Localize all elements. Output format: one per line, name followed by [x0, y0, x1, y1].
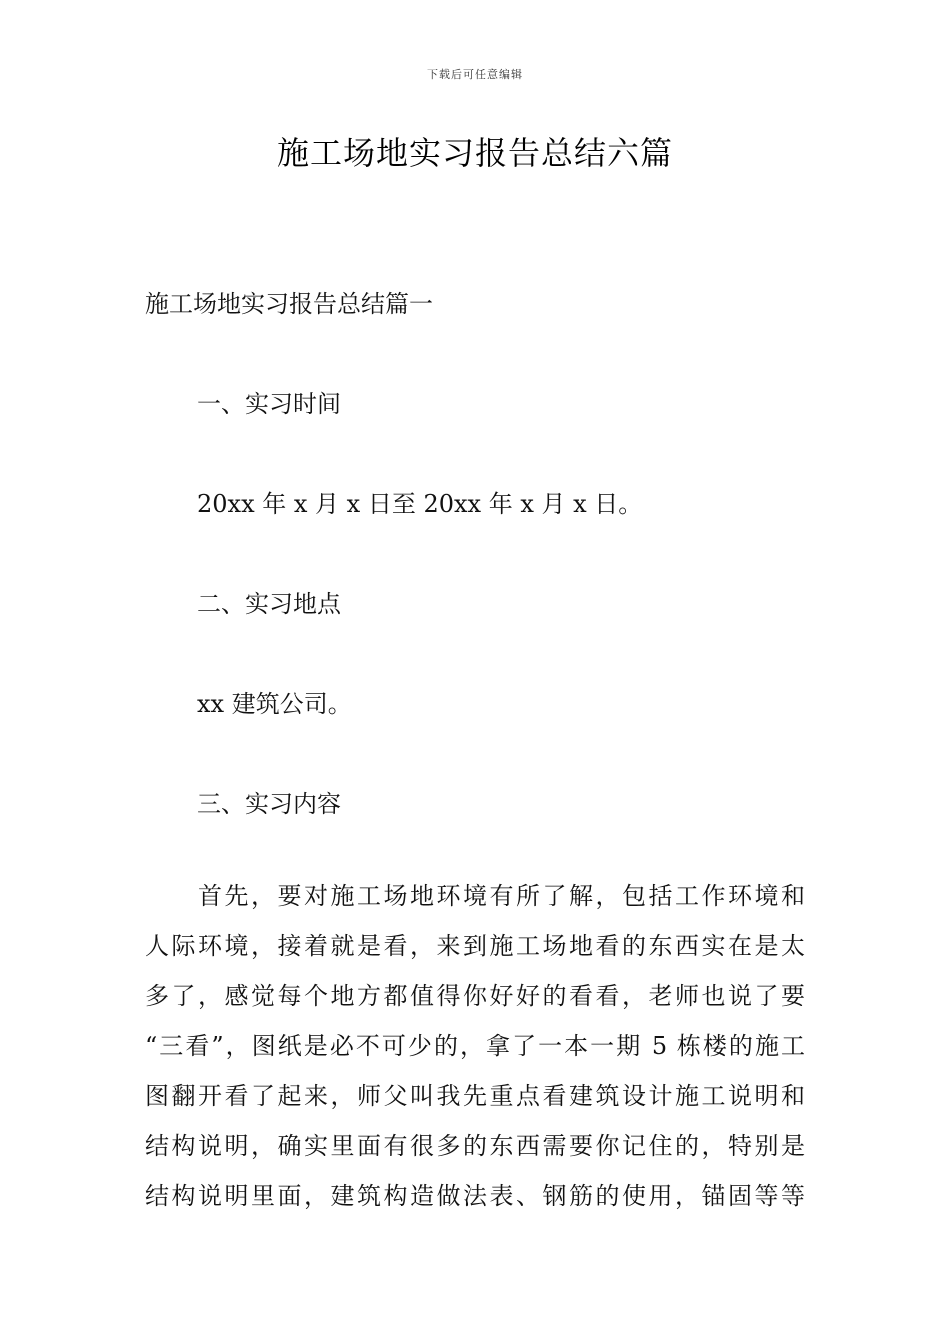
body-line: 图翻开看了起来，师父叫我先重点看建筑设计施工说明和 — [145, 1082, 805, 1110]
heading-internship-time: 一、实习时间 — [197, 390, 341, 418]
heading-internship-content: 三、实习内容 — [197, 790, 341, 818]
body-line: 结构说明，确实里面有很多的东西需要你记住的，特别是 — [145, 1132, 805, 1160]
section-title: 施工场地实习报告总结篇一 — [145, 290, 433, 318]
page-header-note: 下载后可任意编辑 — [427, 68, 523, 81]
heading-internship-location: 二、实习地点 — [197, 590, 341, 618]
body-line: 首先，要对施工场地环境有所了解，包括工作环境和 — [198, 882, 805, 910]
body-line: 多了，感觉每个地方都值得你好好的看看，老师也说了要 — [145, 982, 805, 1010]
body-line: 人际环境，接着就是看，来到施工场地看的东西实在是太 — [145, 932, 805, 960]
document-title: 施工场地实习报告总结六篇 — [276, 134, 673, 172]
body-line: 结构说明里面，建筑构造做法表、钢筋的使用，锚固等等 — [145, 1182, 805, 1210]
paragraph-internship-time: 20xx 年 x 月 x 日至 20xx 年 x 月 x 日。 — [197, 490, 643, 518]
body-paragraph — [145, 880, 805, 1230]
paragraph-internship-location: xx 建筑公司。 — [197, 690, 352, 718]
body-line: “三看”，图纸是必不可少的，拿了一本一期 5 栋楼的施工 — [145, 1032, 805, 1060]
